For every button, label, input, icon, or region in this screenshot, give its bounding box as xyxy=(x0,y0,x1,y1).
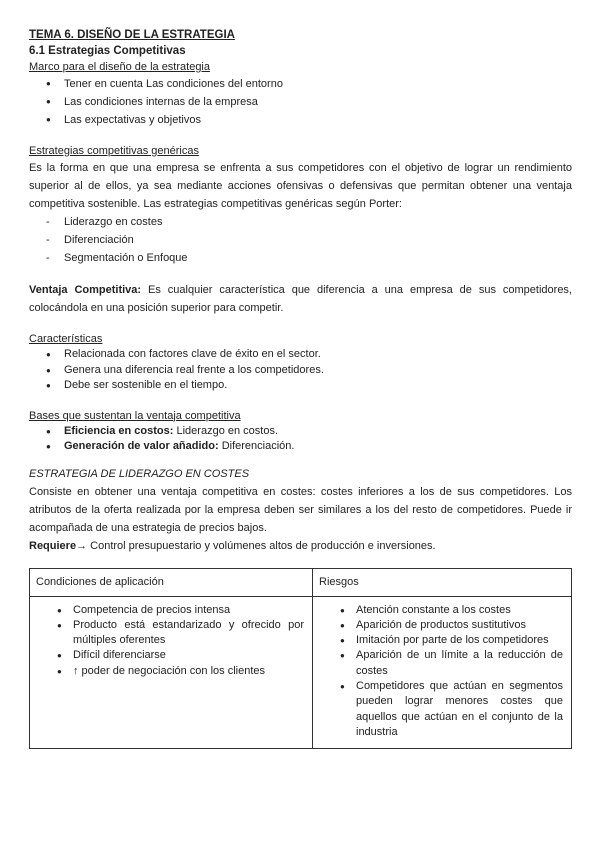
requiere-text: → Control presupuestario y volúmenes altos de producción e inversiones. xyxy=(76,539,436,552)
list-item: - Liderazgo en costes xyxy=(29,213,572,231)
document-page xyxy=(29,27,572,749)
list-item: ● Las condiciones internas de la empresa xyxy=(29,93,572,111)
list-item: ● Relacionada con factores clave de éxito en el sector. xyxy=(29,347,572,363)
list-item xyxy=(29,439,572,455)
caracteristicas-list xyxy=(29,347,572,394)
list-item: ● Genera una diferencia real frente a los competidores. xyxy=(29,363,572,379)
condiciones-cell xyxy=(30,596,313,749)
list-item: ● Tener en cuenta Las condiciones del entorno xyxy=(29,75,572,93)
list-item: - Segmentación o Enfoque xyxy=(29,249,572,267)
section-title: 6.1 Estrategias Competitivas xyxy=(29,45,186,57)
list-item: ● Imitación por parte de los competidores xyxy=(323,633,563,648)
document-title: TEMA 6. DISEÑO DE LA ESTRATEGIA xyxy=(29,29,235,41)
liderazgo-heading xyxy=(29,465,572,483)
liderazgo-paragraph: Consiste en obtener una ventaja competitiva en costes: costes inferiores a los de sus competidores. Los atributos de la oferta realizada por la empresa deben ser similares a los del resto de competidores. Puede ir acompañada de una estrategia de precios bajos. xyxy=(29,485,572,534)
bases-list xyxy=(29,424,572,455)
list-item: ● ↑ poder de negociación con los clientes xyxy=(40,664,304,679)
ventaja-text: Es cualquier característica que diferencia a una empresa de sus competidores, colocándola en una posición superior para competir. xyxy=(29,284,572,314)
list-item: ● Competencia de precios intensa xyxy=(40,603,304,618)
list-item: ● Las expectativas y objetivos xyxy=(29,111,572,129)
genericas-heading: Estrategias competitivas genéricas xyxy=(29,145,199,157)
condiciones-list xyxy=(40,603,304,679)
list-item: ● Competidores que actúan en segmentos pueden lograr menores costes que aquellos que actúan en el conjunto de la industria xyxy=(323,679,563,740)
list-item: ● Producto está estandarizado y ofrecido por múltiples oferentes xyxy=(40,618,304,649)
requiere-line xyxy=(29,537,572,555)
bases-heading: Bases que sustentan la ventaja competitiva xyxy=(29,409,241,422)
list-item: ● Difícil diferenciarse xyxy=(40,648,304,663)
genericas-paragraph: Es la forma en que una empresa se enfrenta a sus competidores con el objetivo de lograr un rendimiento superior al de ellos, ya sea mediante acciones ofensivas o defensivas que permitan obtener una ventaja competitiva sostenible. Las estrategias competitivas genéricas según Porter: xyxy=(29,162,572,210)
bases-text: Diferenciación. xyxy=(218,440,295,452)
table-header-riesgos: Riesgos xyxy=(313,568,572,596)
list-item: ● Aparición de un límite a la reducción de costes xyxy=(323,648,563,679)
bases-label: Generación de valor añadido: xyxy=(64,440,219,452)
liderazgo-table xyxy=(29,568,572,750)
list-item: ● Debe ser sostenible en el tiempo. xyxy=(29,378,572,394)
marco-list xyxy=(29,75,572,129)
list-item: - Diferenciación xyxy=(29,231,572,249)
list-item: ● Aparición de productos sustitutivos xyxy=(323,618,563,633)
caracteristicas-heading: Características xyxy=(29,333,103,345)
riesgos-cell xyxy=(313,596,572,749)
list-item xyxy=(29,424,572,440)
list-item: ● Atención constante a los costes xyxy=(323,603,563,618)
bases-text: Liderazgo en costos. xyxy=(173,424,279,437)
bases-label: Eficiencia en costos: xyxy=(64,424,174,437)
riesgos-list xyxy=(323,603,563,741)
porter-list xyxy=(29,213,572,267)
liderazgo-heading-text: ESTRATEGIA DE LIDERAZGO EN COSTES xyxy=(29,467,250,480)
table-header-condiciones: Condiciones de aplicación xyxy=(30,568,313,596)
ventaja-paragraph xyxy=(29,281,572,317)
requiere-label: Requiere xyxy=(29,539,77,552)
ventaja-label: Ventaja Competitiva: xyxy=(29,284,142,296)
marco-heading: Marco para el diseño de la estrategia xyxy=(29,61,210,73)
